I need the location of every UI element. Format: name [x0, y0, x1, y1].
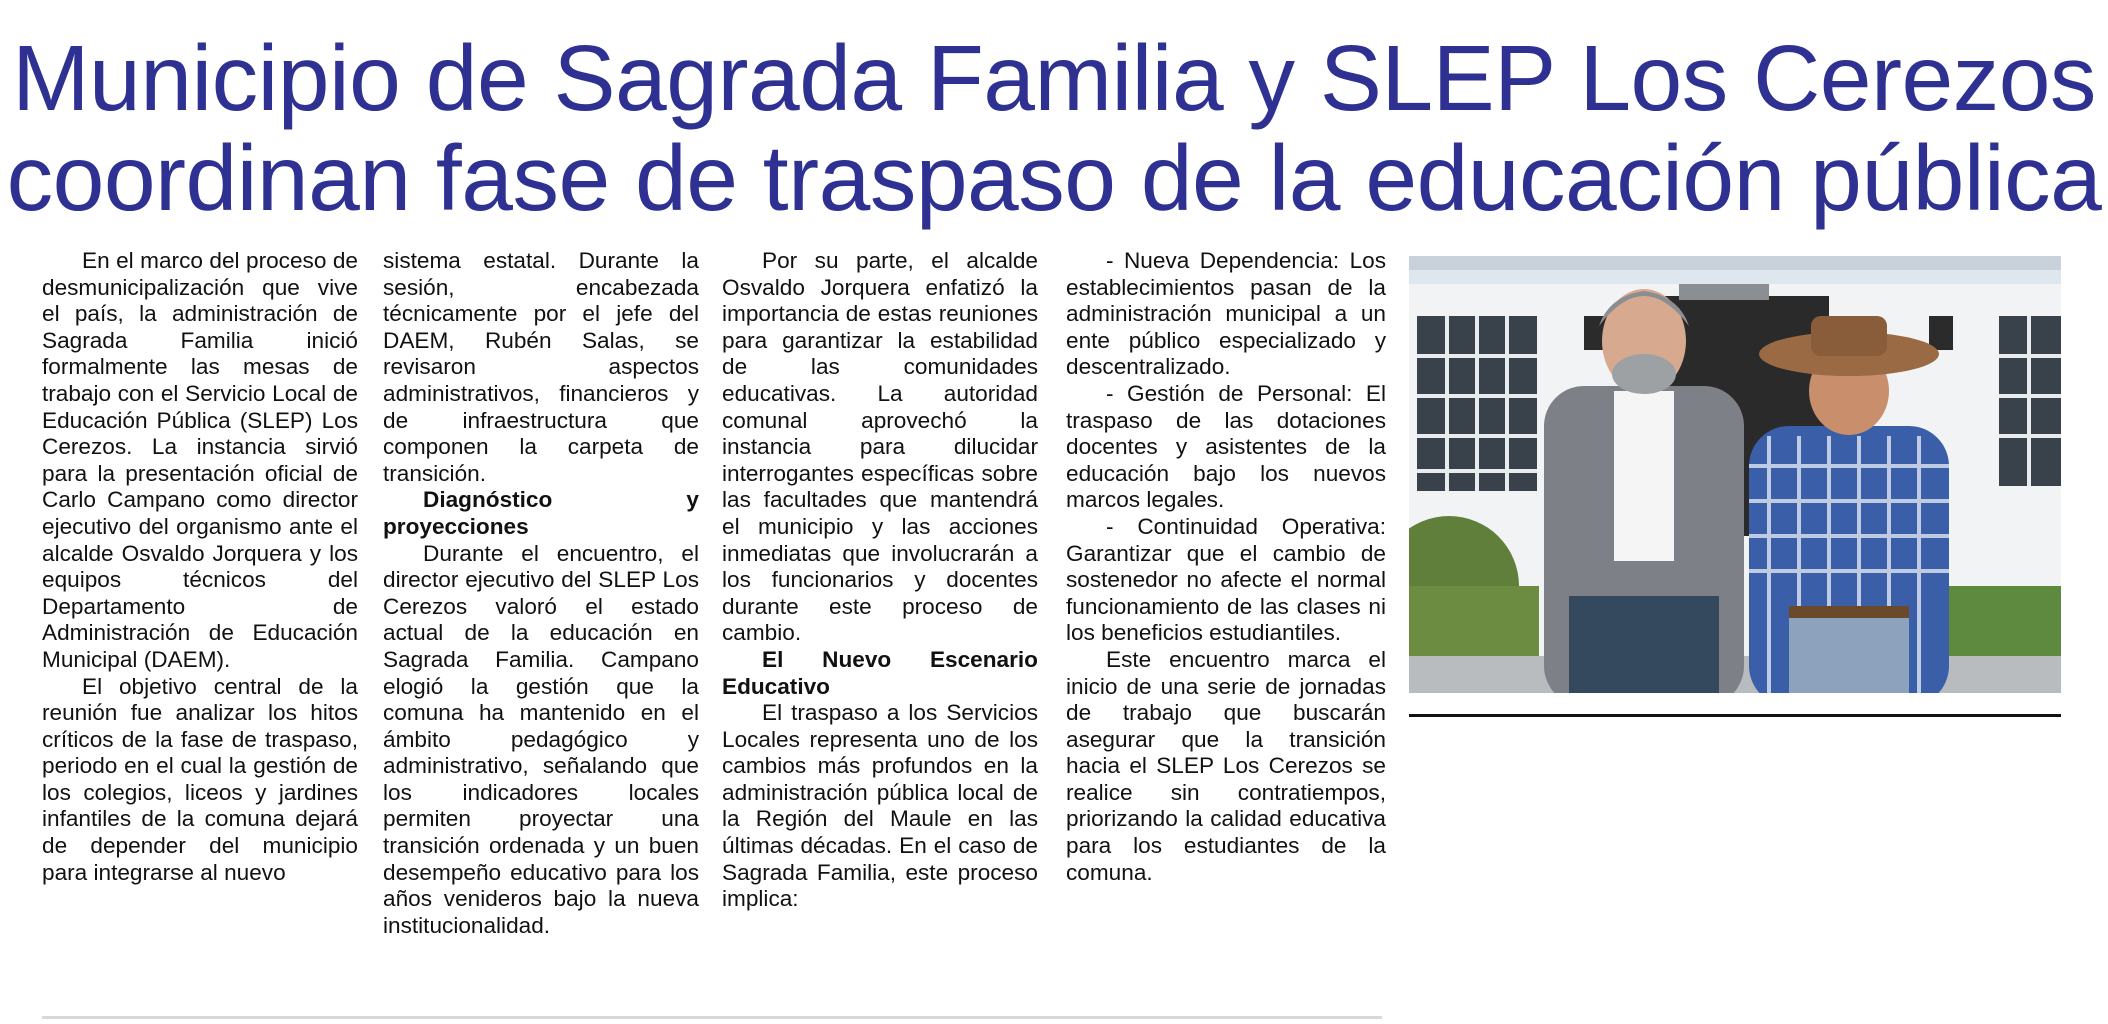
article-column-1 [42, 248, 358, 886]
headline-line-1: Municipio de Sagrada Familia y SLEP Los Cerezos [12, 26, 2096, 130]
article-photo [1409, 256, 2061, 693]
list-item: - Nueva Dependencia: Los establecimientos pasan de la administración municipal a un ente público especializado y descentralizado. [1066, 248, 1386, 380]
list-item: - Gestión de Personal: El traspaso de las dotaciones docentes y asistentes de la educación bajo los nuevos marcos legales. [1066, 380, 1386, 513]
subheading: Diagnóstico y proyecciones [383, 487, 699, 539]
photo-bottom-rule [1409, 714, 2061, 717]
paragraph: Por su parte, el alcalde Osvaldo Jorquera enfatizó la importancia de estas reuniones para garantizar la estabilidad de las comunidades educativas. La autoridad comunal aprovechó la instancia para dilucidar interrogantes específicas sobre las facultades que mantendrá el municipio y las acciones inmediatas que involucrarán a los funcionarios y docentes durante este proceso de cambio. [722, 248, 1038, 646]
paragraph: Durante el encuentro, el director ejecutivo del SLEP Los Cerezos valoró el estado actual de la educación en Sagrada Familia. Campano elogió la gestión que la comuna ha mantenido en el ámbito pedagógico y administrativo, señalando que los indicadores locales permiten proyectar una transición ordenada y un buen desempeño educativo para los años venideros bajo la nueva institucionalidad. [383, 540, 699, 938]
paragraph-continuation: sistema estatal. Durante la sesión, encabezada técnicamente por el jefe del DAEM, Rubén Salas, se revisaron aspectos administrativos, financieros y de infraestructura que componen la carpeta de transición. [383, 248, 699, 486]
subheading: El Nuevo Escenario Educativo [722, 646, 1038, 699]
paragraph: Este encuentro marca el inicio de una serie de jornadas de trabajo que buscarán asegurar que la transición hacia el SLEP Los Cerezos se realice sin contratiempos, priorizando la calidad educativa para los estudiantes de la comuna. [1066, 646, 1386, 885]
list-item: - Continuidad Operativa: Garantizar que el cambio de sostenedor no afecte el normal funcionamiento de las clases ni los beneficios estudiantiles. [1066, 513, 1386, 646]
article-column-3 [722, 248, 1038, 913]
article-column-4 [1066, 248, 1386, 886]
paragraph: El objetivo central de la reunión fue analizar los hitos críticos de la fase de traspaso, periodo en el cual la gestión de los colegios, liceos y jardines infantiles de la comuna dejará de depender del municipio para integrarse al nuevo [42, 673, 358, 885]
headline [0, 28, 2108, 228]
photo-illustration [1409, 256, 2061, 693]
page-bottom-rule [42, 1016, 1382, 1019]
paragraph: En el marco del proceso de desmunicipalización que vive el país, la administración de Sagrada Familia inició formalmente las mesas de trabajo con el Servicio Local de Educación Pública (SLEP) Los Cerezos. La instancia sirvió para la presentación oficial de Carlo Campano como director ejecutivo del organismo ante el alcalde Osvaldo Jorquera y los equipos técnicos del Departamento de Administración de Educación Municipal (DAEM). [42, 248, 358, 672]
headline-line-2: coordinan fase de traspaso de la educación pública [6, 126, 2102, 230]
paragraph: El traspaso a los Servicios Locales representa uno de los cambios más profundos en la administración pública local de la Región del Maule en las últimas décadas. En el caso de Sagrada Familia, este proceso implica: [722, 700, 1038, 912]
article-column-2 [383, 248, 699, 939]
